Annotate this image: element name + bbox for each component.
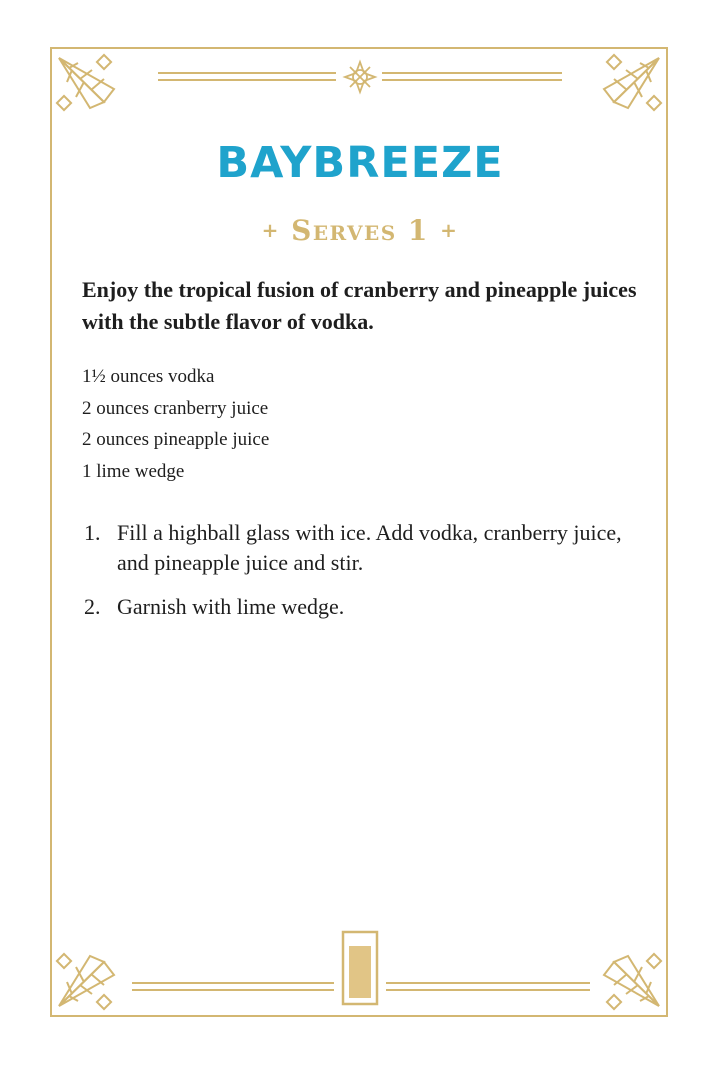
step-text: Garnish with lime wedge.	[117, 594, 345, 619]
compass-star-icon	[342, 61, 378, 93]
highball-glass-icon	[340, 930, 380, 1006]
instruction-step	[82, 592, 622, 622]
recipe-title: BAYBREEZE	[216, 138, 504, 188]
ingredient-list	[82, 361, 269, 487]
serves-label: Serves 1	[291, 214, 429, 247]
art-deco-fan-icon	[54, 948, 118, 1012]
step-number: 2.	[84, 594, 101, 619]
art-deco-fan-icon	[54, 52, 118, 116]
serves-line	[0, 214, 720, 247]
art-deco-fan-icon	[600, 52, 664, 116]
ingredient-item: 1½ ounces vodka	[82, 366, 215, 387]
instruction-step	[82, 518, 622, 578]
ingredient-item: 2 ounces pineapple juice	[82, 429, 270, 450]
plus-ornament-left: +	[261, 218, 280, 242]
step-text: Fill a highball glass with ice. Add vodka, cranberry juice, and pineapple juice and stir.	[117, 520, 622, 575]
step-number: 1.	[84, 520, 101, 545]
ingredient-item: 2 ounces cranberry juice	[82, 397, 269, 419]
recipe-intro: Enjoy the tropical fusion of cranberry and pineapple juices with the subtle flavor of vodka.	[82, 277, 637, 334]
art-deco-fan-icon	[600, 948, 664, 1012]
instruction-list	[82, 518, 622, 636]
ingredient-item: 1 lime wedge	[82, 460, 185, 482]
plus-ornament-right: +	[440, 218, 459, 242]
